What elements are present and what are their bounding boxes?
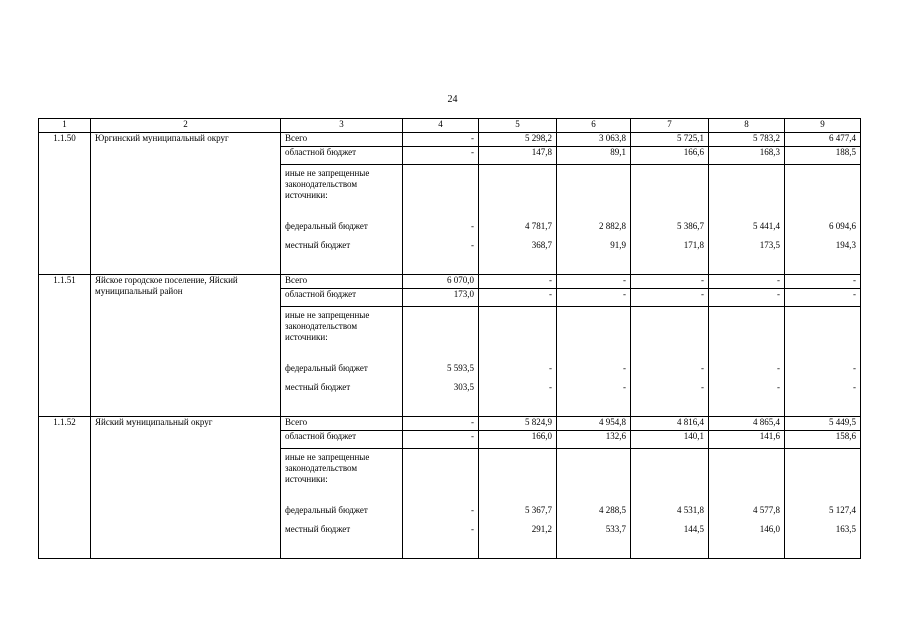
value-cell: 168,3 <box>709 147 785 165</box>
value-local: - <box>701 382 704 392</box>
header-cell: 1 <box>39 119 91 133</box>
header-cell: 3 <box>281 119 403 133</box>
source-label: Всего <box>281 133 403 147</box>
source-label-federal: федеральный бюджет <box>285 505 368 515</box>
header-cell: 7 <box>631 119 709 133</box>
section-code: 1.1.51 <box>39 275 91 417</box>
value-federal: - <box>623 363 626 373</box>
source-label: Всего <box>281 417 403 431</box>
value-local: 173,5 <box>759 240 780 250</box>
source-label: областной бюджет <box>281 147 403 165</box>
value-stack <box>709 449 785 559</box>
value-stack <box>403 307 479 417</box>
value-stack <box>709 165 785 275</box>
value-cell: 132,6 <box>557 431 631 449</box>
source-label-federal: федеральный бюджет <box>285 221 368 231</box>
source-stack <box>281 165 403 275</box>
source-label: областной бюджет <box>281 289 403 307</box>
value-local: 533,7 <box>605 524 626 534</box>
source-stack <box>281 449 403 559</box>
value-stack <box>557 449 631 559</box>
value-federal: 4 531,8 <box>677 505 704 515</box>
value-stack <box>557 165 631 275</box>
value-cell: - <box>631 289 709 307</box>
value-local: - <box>471 240 474 250</box>
value-federal: 5 127,4 <box>829 505 856 515</box>
value-cell: - <box>403 431 479 449</box>
source-stack-inner <box>285 165 398 267</box>
value-cell: 140,1 <box>631 431 709 449</box>
value-cell: 3 063,8 <box>557 133 631 147</box>
value-local: 291,2 <box>531 524 552 534</box>
header-row <box>39 119 861 133</box>
source-stack-inner <box>285 449 398 551</box>
value-federal: 4 577,8 <box>753 505 780 515</box>
source-label: Всего <box>281 275 403 289</box>
value-stack <box>479 307 557 417</box>
value-federal: - <box>471 221 474 231</box>
value-cell: - <box>557 275 631 289</box>
value-cell: 166,0 <box>479 431 557 449</box>
value-local: - <box>623 382 626 392</box>
source-label-federal: федеральный бюджет <box>285 363 368 373</box>
source-stack <box>281 307 403 417</box>
value-stack <box>631 165 709 275</box>
table-row <box>39 133 861 147</box>
source-label-other: иные не запрещенные законодательством источники: <box>285 310 370 342</box>
value-cell: - <box>403 133 479 147</box>
section-name: Яйский муниципальный округ <box>91 417 281 559</box>
value-federal: 5 593,5 <box>447 363 474 373</box>
value-cell: - <box>557 289 631 307</box>
header-cell: 2 <box>91 119 281 133</box>
value-federal: 5 367,7 <box>525 505 552 515</box>
source-label-other: иные не запрещенные законодательством источники: <box>285 168 370 200</box>
value-stack <box>785 165 861 275</box>
value-cell: 173,0 <box>403 289 479 307</box>
value-cell: - <box>631 275 709 289</box>
value-cell: 188,5 <box>785 147 861 165</box>
header-cell: 8 <box>709 119 785 133</box>
value-stack <box>403 165 479 275</box>
value-federal: - <box>471 505 474 515</box>
value-stack <box>479 449 557 559</box>
value-federal: - <box>701 363 704 373</box>
source-label-local: местный бюджет <box>285 524 351 534</box>
value-cell: - <box>479 275 557 289</box>
value-federal: - <box>853 363 856 373</box>
value-stack <box>631 449 709 559</box>
value-federal: 6 094,6 <box>829 221 856 231</box>
header-cell: 4 <box>403 119 479 133</box>
table-row <box>39 417 861 431</box>
value-cell: 4 865,4 <box>709 417 785 431</box>
value-federal: 5 386,7 <box>677 221 704 231</box>
value-cell: 5 725,1 <box>631 133 709 147</box>
value-federal: - <box>549 363 552 373</box>
source-stack-inner <box>285 307 398 409</box>
value-cell: - <box>785 275 861 289</box>
table-row <box>39 275 861 289</box>
value-cell: - <box>479 289 557 307</box>
value-cell: - <box>709 275 785 289</box>
value-stack <box>785 449 861 559</box>
value-cell: 166,6 <box>631 147 709 165</box>
value-cell: 5 783,2 <box>709 133 785 147</box>
value-stack <box>479 165 557 275</box>
value-cell: - <box>403 417 479 431</box>
value-local: - <box>471 524 474 534</box>
value-cell: - <box>709 289 785 307</box>
value-local: 303,5 <box>453 382 474 392</box>
source-label-local: местный бюджет <box>285 382 351 392</box>
value-local: - <box>549 382 552 392</box>
value-stack <box>785 307 861 417</box>
header-cell: 6 <box>557 119 631 133</box>
value-federal: 4 781,7 <box>525 221 552 231</box>
header-cell: 5 <box>479 119 557 133</box>
value-cell: 5 824,9 <box>479 417 557 431</box>
value-local: 146,0 <box>759 524 780 534</box>
value-stack <box>403 449 479 559</box>
source-label: областной бюджет <box>281 431 403 449</box>
value-cell: 147,8 <box>479 147 557 165</box>
budget-table <box>38 118 861 559</box>
value-stack <box>709 307 785 417</box>
value-cell: 158,6 <box>785 431 861 449</box>
section-name: Яйское городское поселение, Яйский муниципальный район <box>91 275 281 417</box>
value-cell: 6 070,0 <box>403 275 479 289</box>
value-stack <box>631 307 709 417</box>
value-local: 144,5 <box>683 524 704 534</box>
value-local: - <box>777 382 780 392</box>
value-cell: 6 477,4 <box>785 133 861 147</box>
value-local: 194,3 <box>835 240 856 250</box>
value-stack <box>557 307 631 417</box>
value-cell: - <box>403 147 479 165</box>
value-cell: 5 298,2 <box>479 133 557 147</box>
value-federal: 2 882,8 <box>599 221 626 231</box>
value-local: 171,8 <box>683 240 704 250</box>
value-local: 163,5 <box>835 524 856 534</box>
value-cell: 141,6 <box>709 431 785 449</box>
value-federal: 4 288,5 <box>599 505 626 515</box>
section-code: 1.1.52 <box>39 417 91 559</box>
value-local: 91,9 <box>610 240 626 250</box>
value-local: - <box>853 382 856 392</box>
value-cell: 5 449,5 <box>785 417 861 431</box>
section-code: 1.1.50 <box>39 133 91 275</box>
section-name: Юргинский муниципальный округ <box>91 133 281 275</box>
value-local: 368,7 <box>531 240 552 250</box>
value-cell: - <box>785 289 861 307</box>
value-cell: 4 954,8 <box>557 417 631 431</box>
value-cell: 89,1 <box>557 147 631 165</box>
value-cell: 4 816,4 <box>631 417 709 431</box>
value-federal: - <box>777 363 780 373</box>
source-label-local: местный бюджет <box>285 240 351 250</box>
header-cell: 9 <box>785 119 861 133</box>
source-label-other: иные не запрещенные законодательством источники: <box>285 452 370 484</box>
value-federal: 5 441,4 <box>753 221 780 231</box>
page-number: 24 <box>447 94 458 105</box>
